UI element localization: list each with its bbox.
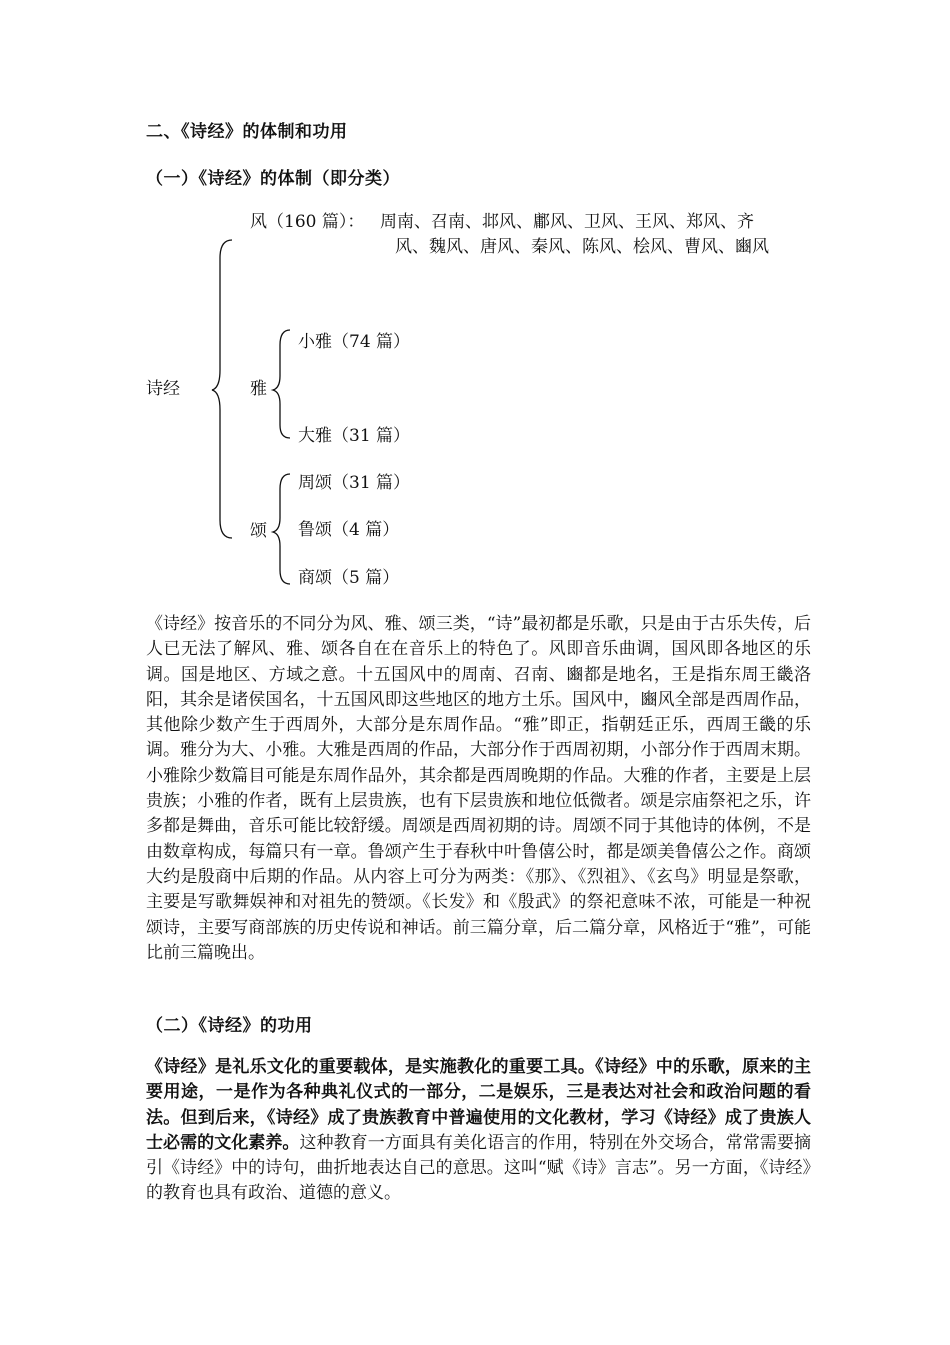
- ya-brace: [273, 330, 290, 438]
- feng-label: 风（160 篇）：: [250, 212, 365, 232]
- lusong-item: 鲁颂（4 篇）: [298, 520, 400, 540]
- tree-braces: [0, 0, 950, 620]
- song-brace: [273, 474, 290, 584]
- section-title-function: （二）《诗经》的功用: [146, 1016, 313, 1036]
- tree-root-label: 诗经: [146, 379, 180, 399]
- shangsong-item: 商颂（5 篇）: [298, 568, 400, 588]
- root-brace: [212, 240, 232, 538]
- daya-item: 大雅（31 篇）: [298, 426, 411, 446]
- section-title-structure: （一）《诗经》的体制（即分类）: [146, 169, 400, 189]
- xiaoya-item: 小雅（74 篇）: [298, 332, 411, 352]
- function-paragraph-rest: 这种教育一方面具有美化语言的作用，特别在外交场合，常常需要摘引《诗经》中的诗句，曲折地表达自己的意思。这叫“赋《诗》言志”。另一方面，《诗经》的教育也具有政治、道德的意义。: [146, 1132, 812, 1204]
- main-heading: 二、《诗经》的体制和功用: [146, 122, 348, 142]
- feng-list-line2: 风、魏风、唐风、秦风、陈风、桧风、曹风、豳风: [395, 237, 769, 257]
- ya-label: 雅: [250, 379, 267, 399]
- song-label: 颂: [250, 521, 267, 541]
- function-paragraph: [146, 1055, 811, 1207]
- feng-list-line1: 周南、召南、邶风、鄘风、卫风、王风、郑风、齐: [380, 212, 754, 232]
- function-paragraph-bold: 《诗经》是礼乐文化的重要载体，是实施教化的重要工具。《诗经》中的乐歌，原来的主要用途，一是作为各种典礼仪式的一部分，二是娱乐，三是表达对社会和政治问题的看法。但到后来，《诗经》成了贵族教育中普遍使用的文化教材，学习《诗经》成了贵族人士必需的文化素养。: [146, 1057, 811, 1153]
- structure-paragraph: 《诗经》按音乐的不同分为风、雅、颂三类，“诗”最初都是乐歌，只是由于古乐失传，后人已无法了解风、雅、颂各自在在音乐上的特色了。风即音乐曲调，国风即各地区的乐调。国是地区、方域之意。十五国风中的周南、召南、豳都是地名，王是指东周王畿洛阳，其余是诸侯国名，十五国风即这些地区的地方土乐。国风中，豳风全部是西周作品，其他除少数产生于西周外，大部分是东周作品。“雅”即正，指朝廷正乐，西周王畿的乐调。雅分为大、小雅。大雅是西周的作品，大部分作于西周初期，小部分作于西周末期。小雅除少数篇目可能是东周作品外，其余都是西周晚期的作品。大雅的作者，主要是上层贵族；小雅的作者，既有上层贵族，也有下层贵族和地位低微者。颂是宗庙祭祀之乐，许多都是舞曲，音乐可能比较舒缓。周颂是西周初期的诗。周颂不同于其他诗的体例，不是由数章构成，每篇只有一章。鲁颂产生于春秋中叶鲁僖公时，都是颂美鲁僖公之作。商颂大约是殷商中后期的作品。从内容上可分为两类：《那》、《烈祖》、《玄鸟》明显是祭歌，主要是写歌舞娱神和对祖先的赞颂。《长发》和《殷武》的祭祀意味不浓，可能是一种祝颂诗，主要写商部族的历史传说和神话。前三篇分章，后二篇分章，风格近于“雅”，可能比前三篇晚出。: [146, 614, 811, 963]
- zhousong-item: 周颂（31 篇）: [298, 473, 411, 493]
